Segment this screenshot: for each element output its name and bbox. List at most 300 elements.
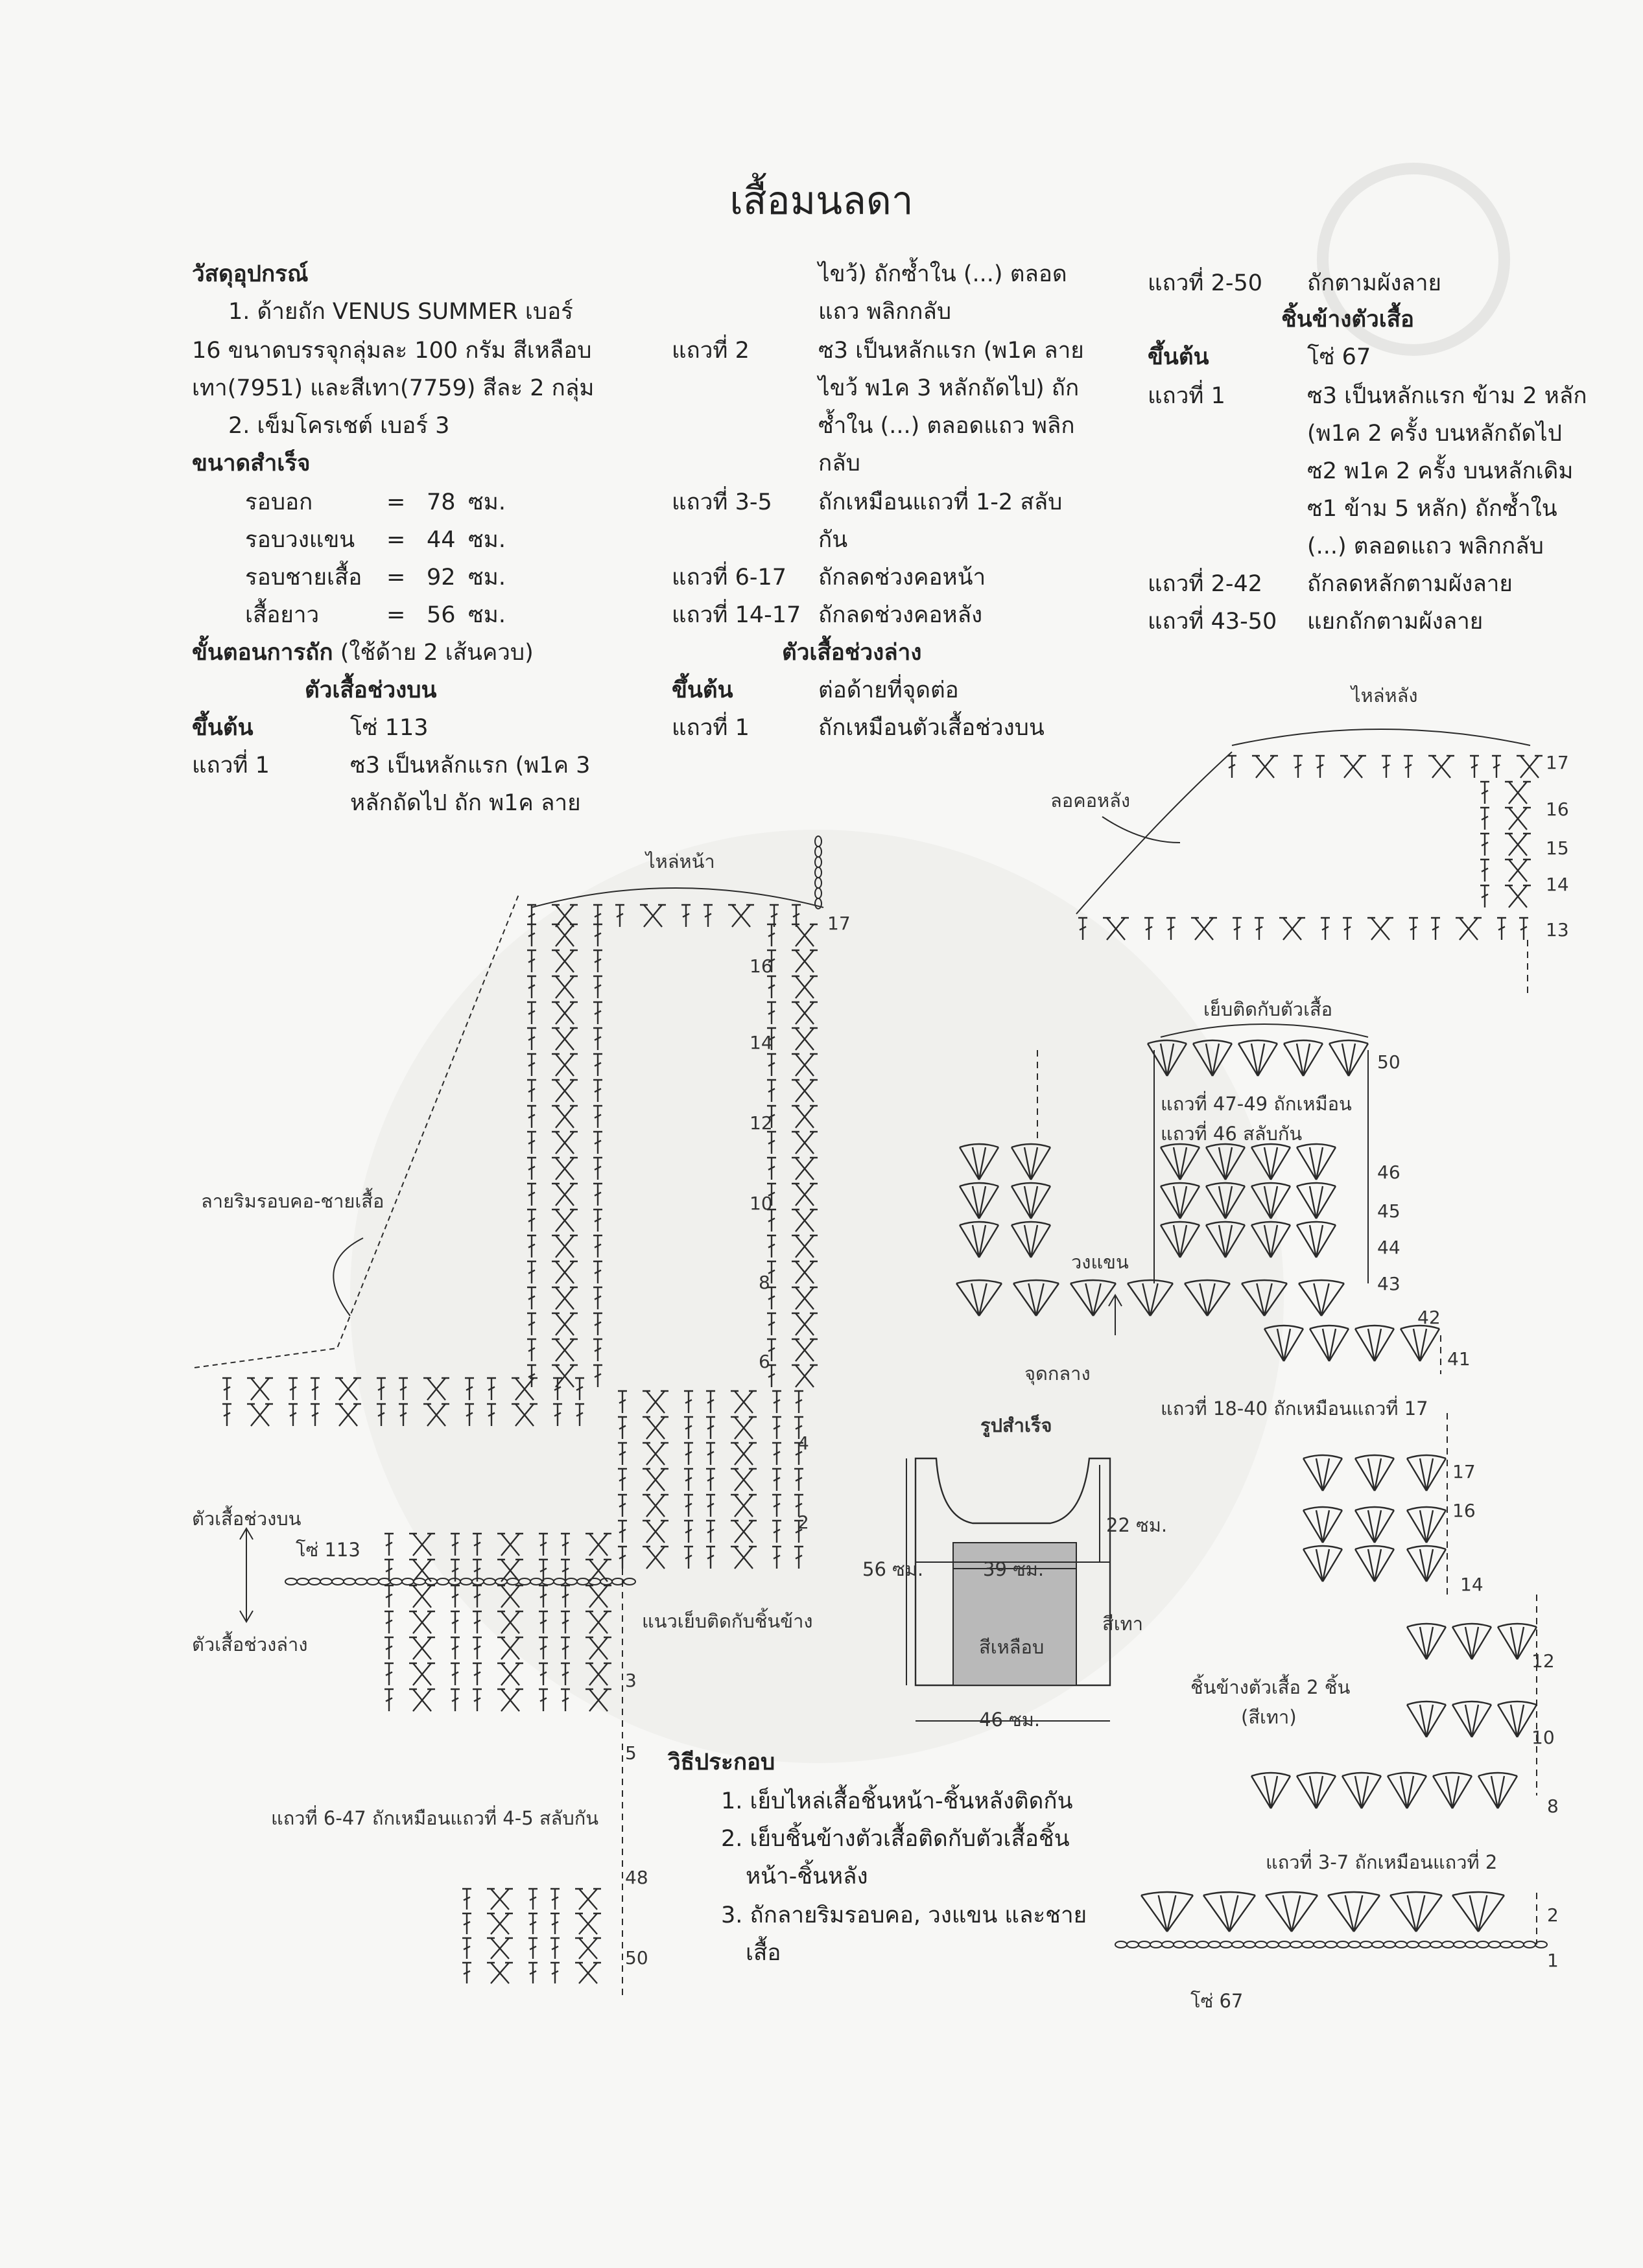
row-label: แถวที่ 1 <box>672 715 750 741</box>
dc-stitch <box>462 1938 471 1959</box>
side-color-label: สีเทา <box>1102 1613 1144 1635</box>
dc-stitch <box>1480 808 1489 830</box>
row-label: แถวที่ 43-50 <box>1148 609 1277 635</box>
size-eq: = <box>386 527 406 553</box>
rows-3-7-note: แถวที่ 3-7 ถักเหมือนแถวที่ 2 <box>1266 1851 1498 1873</box>
row-number: 4 <box>798 1432 809 1454</box>
armhole-label: วงแขน <box>1071 1251 1129 1273</box>
row-text: ซ้ำใน (...) ตลอดแถว พลิก <box>818 413 1075 439</box>
size-unit: ซม. <box>468 602 506 628</box>
v-stitch <box>1328 1892 1380 1932</box>
crossed-dc-stitch <box>1279 918 1305 940</box>
seam-label: แนวเย็บติดกับชิ้นข้าง <box>642 1610 813 1632</box>
dc-stitch <box>289 1378 298 1400</box>
dc-stitch <box>528 1938 538 1959</box>
size-eq: = <box>386 489 406 515</box>
dc-stitch <box>222 1404 231 1426</box>
start-text: ต่อด้ายที่จุดต่อ <box>818 677 959 703</box>
row-text: ถักลดหลักตามผังลาย <box>1307 571 1513 597</box>
dc-stitch <box>384 1585 394 1607</box>
crossed-dc-stitch <box>1456 918 1482 940</box>
size-eq: = <box>386 602 406 628</box>
v-stitch <box>1498 1624 1537 1659</box>
v-stitch <box>1238 1040 1277 1076</box>
dc-stitch <box>311 1404 320 1426</box>
chain-stitch <box>320 1578 332 1585</box>
row-number: 2 <box>798 1512 809 1533</box>
dc-stitch <box>550 1938 560 1959</box>
dc-stitch <box>550 1913 560 1934</box>
chain-stitch <box>1489 1941 1500 1948</box>
chain-stitch <box>1325 1941 1337 1948</box>
chain-stitch <box>1349 1941 1360 1948</box>
crossed-dc-stitch <box>1191 918 1217 940</box>
crossed-dc-stitch <box>409 1585 435 1607</box>
rows-47-49-note: แถวที่ 47-49 ถักเหมือน <box>1161 1093 1352 1115</box>
size-eq: = <box>386 565 406 590</box>
v-stitch <box>1303 1546 1342 1582</box>
v-stitch <box>1284 1040 1323 1076</box>
chain-stitch <box>285 1578 297 1585</box>
v-stitch <box>1203 1892 1255 1932</box>
row-number: 48 <box>625 1867 648 1888</box>
crossed-dc-stitch <box>335 1378 361 1400</box>
row-number: 41 <box>1447 1348 1471 1370</box>
chain-stitch <box>1290 1941 1302 1948</box>
chain-stitch <box>367 1578 379 1585</box>
row-number: 50 <box>1377 1051 1401 1073</box>
v-stitch <box>1342 1773 1381 1808</box>
size-label: เสื้อยาว <box>245 602 320 628</box>
crossed-dc-stitch <box>487 1963 513 1983</box>
row-text: ถักลดช่วงคอหลัง <box>818 602 983 628</box>
dc-stitch <box>222 1378 231 1400</box>
dc-stitch <box>462 1963 471 1983</box>
v-stitch <box>1297 1222 1336 1257</box>
row-number: 44 <box>1377 1237 1401 1258</box>
row-number: 10 <box>1531 1727 1555 1748</box>
row-text: ซ3 เป็นหลักแรก (พ1ค ลาย <box>818 338 1084 364</box>
size-unit: ซม. <box>468 489 506 515</box>
row-label: แถวที่ 1 <box>192 753 270 778</box>
size-unit: ซม. <box>468 565 506 590</box>
v-stitch <box>1498 1701 1537 1737</box>
chain-stitch <box>1185 1941 1197 1948</box>
chain-stitch <box>1150 1941 1162 1948</box>
row-text: ซ3 เป็นหลักแรก ข้าม 2 หลัก <box>1307 383 1587 409</box>
row-number: 1 <box>1547 1950 1559 1971</box>
row-number: 5 <box>625 1742 637 1764</box>
chain-stitch <box>1384 1941 1395 1948</box>
v-stitch <box>1401 1326 1439 1361</box>
row-label: แถวที่ 2 <box>672 338 750 364</box>
chain-stitch <box>1524 1941 1535 1948</box>
row-number: 3 <box>625 1670 637 1691</box>
chain-stitch <box>1430 1941 1442 1948</box>
row-text: หลักถัดไป ถัก พ1ค ลาย <box>350 790 581 816</box>
row-number: 17 <box>827 913 851 934</box>
back-neck-curve <box>1076 752 1232 914</box>
chain-stitch <box>1302 1941 1314 1948</box>
dc-stitch <box>550 1963 560 1983</box>
row-label: แถวที่ 2-42 <box>1148 571 1263 597</box>
dc-stitch <box>1480 834 1489 856</box>
chain-stitch <box>344 1578 355 1585</box>
dc-stitch <box>1480 885 1489 907</box>
dc-stitch <box>462 1889 471 1910</box>
watermark-shape <box>350 830 1284 1763</box>
v-stitch <box>1407 1546 1446 1582</box>
chain-stitch <box>1209 1941 1220 1948</box>
crossed-dc-stitch <box>575 1889 601 1910</box>
start-label: ขึ้นต้น <box>1148 344 1209 370</box>
size-label: รอบอก <box>245 489 313 515</box>
start-value: โซ่ 113 <box>350 715 429 741</box>
dim-56: 56 ซม. <box>862 1558 924 1580</box>
dc-stitch <box>528 1913 538 1934</box>
size-label: รอบชายเสื้อ <box>245 565 362 590</box>
row-text: แถว พลิกกลับ <box>818 299 952 325</box>
dc-stitch <box>384 1663 394 1685</box>
dc-stitch <box>289 1404 298 1426</box>
upper-lower-arrow <box>240 1528 253 1622</box>
chain-stitch <box>1454 1941 1465 1948</box>
dc-stitch <box>1480 859 1489 882</box>
dc-stitch <box>473 1637 482 1659</box>
row-number: 8 <box>1547 1795 1559 1817</box>
crossed-dc-stitch <box>1252 756 1278 778</box>
center-point-label: จุดกลาง <box>1024 1362 1091 1385</box>
chain-stitch <box>1314 1941 1325 1948</box>
start-label: ขึ้นต้น <box>672 677 733 703</box>
v-stitch <box>1141 1892 1193 1932</box>
dc-stitch <box>528 1963 538 1983</box>
center-color-label: สีเหลือบ <box>979 1636 1045 1658</box>
row-number: 16 <box>1452 1500 1476 1521</box>
dc-stitch <box>1227 756 1236 778</box>
v-stitch <box>1266 1892 1318 1932</box>
row-label: แถวที่ 14-17 <box>672 602 801 628</box>
v-stitch <box>1310 1326 1349 1361</box>
chain-stitch <box>1139 1941 1150 1948</box>
size-value: 78 <box>427 489 456 515</box>
v-stitch <box>1452 1624 1491 1659</box>
chain-stitch <box>1407 1941 1419 1948</box>
row-text: แยกถักตามผังลาย <box>1307 609 1483 635</box>
size-value: 44 <box>427 527 456 553</box>
chain-stitch <box>1360 1941 1372 1948</box>
dc-stitch <box>539 1689 548 1711</box>
crossed-dc-stitch <box>575 1913 601 1934</box>
chain-stitch <box>1255 1941 1267 1948</box>
assembly-step: 2. เย็บชิ้นข้างตัวเสื้อติดกับตัวเสื้อชิ้น <box>721 1826 1070 1852</box>
materials-line: 2. เข็มโครเชต์ เบอร์ 3 <box>228 413 450 439</box>
assembly-step: 3. ถักลายริมรอบคอ, วงแขน และชาย <box>721 1902 1087 1928</box>
assembly-heading: วิธีประกอบ <box>668 1749 775 1775</box>
row-text: กลับ <box>818 450 860 476</box>
side-piece-color: (สีเทา) <box>1241 1706 1297 1728</box>
dc-stitch <box>1166 918 1176 940</box>
chain-stitch <box>1419 1941 1430 1948</box>
materials-line: เทา(7951) และสีเทา(7759) สีละ 2 กลุ่ม <box>192 375 595 401</box>
row-number: 2 <box>1547 1904 1559 1926</box>
crossed-dc-stitch <box>247 1404 273 1426</box>
dc-stitch <box>1480 782 1489 804</box>
dc-stitch <box>384 1689 394 1711</box>
size-value: 92 <box>427 565 456 590</box>
crossed-dc-stitch <box>409 1689 435 1711</box>
crossed-dc-stitch <box>1505 885 1531 907</box>
upper-body-label: ตัวเสื้อช่วงบน <box>192 1508 301 1530</box>
assembly-step: หน้า-ชิ้นหลัง <box>746 1864 868 1889</box>
chain-stitch <box>297 1578 309 1585</box>
chain-stitch <box>355 1578 367 1585</box>
chain-stitch <box>1232 1941 1244 1948</box>
chain-stitch <box>1442 1941 1454 1948</box>
dc-stitch <box>1343 918 1352 940</box>
dc-stitch <box>1404 756 1413 778</box>
row-label: แถวที่ 6-17 <box>672 565 787 590</box>
dc-stitch <box>384 1637 394 1659</box>
v-stitch <box>1297 1144 1336 1180</box>
chain-stitch <box>1477 1941 1489 1948</box>
crossed-dc-stitch <box>1505 834 1531 856</box>
chain-stitch <box>1512 1941 1524 1948</box>
crossed-dc-stitch <box>497 1689 523 1711</box>
schematic-heading: รูปสำเร็จ <box>980 1414 1052 1436</box>
assembly-step: เสื้อ <box>746 1940 781 1966</box>
row-number: 12 <box>750 1112 773 1134</box>
rows-6-47-note: แถวที่ 6-47 ถักเหมือนแถวที่ 4-5 สลับกัน <box>271 1807 599 1829</box>
row-number: 14 <box>1546 874 1569 895</box>
back-neck-label: ลอคอหลัง <box>1050 789 1131 812</box>
crossed-dc-stitch <box>1505 808 1531 830</box>
lower-heading: ตัวเสื้อช่วงล่าง <box>782 640 922 666</box>
chain-stitch <box>390 1578 402 1585</box>
v-stitch <box>1297 1183 1336 1219</box>
row-number: 16 <box>1546 799 1569 820</box>
dc-stitch <box>1409 918 1418 940</box>
dc-stitch <box>473 1689 482 1711</box>
page-title: เสื้อมนลดา <box>729 178 914 224</box>
upper-heading: ตัวเสื้อช่วงบน <box>305 677 437 703</box>
dc-stitch <box>1233 918 1242 940</box>
chain-stitch <box>1174 1941 1185 1948</box>
steps-note: (ใช้ด้าย 2 เส้นควบ) <box>340 640 534 666</box>
size-value: 56 <box>427 602 456 628</box>
v-stitch <box>1355 1326 1394 1361</box>
shoulder-back-label: ไหล่หลัง <box>1351 684 1418 707</box>
row-number: 16 <box>750 955 773 977</box>
row-number: 46 <box>1377 1162 1401 1183</box>
chain-stitch <box>332 1578 344 1585</box>
chain-stitch <box>1395 1941 1407 1948</box>
v-stitch <box>1303 1507 1342 1543</box>
dc-stitch <box>384 1611 394 1633</box>
dc-stitch <box>550 1889 560 1910</box>
dim-46: 46 ซม. <box>979 1709 1041 1731</box>
shoulder-front-label: ไหล่หน้า <box>646 850 715 872</box>
dc-stitch <box>473 1663 482 1685</box>
dc-stitch <box>1431 918 1440 940</box>
v-stitch <box>1407 1507 1446 1543</box>
side-heading: ชิ้นข้างตัวเสื้อ <box>1281 307 1415 333</box>
dc-stitch <box>384 1534 394 1556</box>
dc-stitch <box>462 1913 471 1934</box>
row-number: 8 <box>759 1272 770 1293</box>
row-text: (...) ตลอดแถว พลิกกลับ <box>1307 533 1544 559</box>
size-unit: ซม. <box>468 527 506 553</box>
crossed-dc-stitch <box>409 1611 435 1633</box>
chain-stitch <box>1337 1941 1349 1948</box>
v-stitch <box>1433 1773 1472 1808</box>
row-label: แถวที่ 1 <box>1148 383 1225 409</box>
row-text: (พ1ค 2 ครั้ง บนหลักถัดไป <box>1307 421 1562 447</box>
crossed-dc-stitch <box>1340 756 1366 778</box>
row-number: 43 <box>1377 1273 1401 1294</box>
steps-heading: ขั้นตอนการถัก <box>192 640 333 666</box>
lower-body-label: ตัวเสื้อช่วงล่าง <box>192 1633 308 1655</box>
dc-stitch <box>451 1637 460 1659</box>
row-number: 15 <box>1546 837 1569 859</box>
materials-heading: วัสดุอุปกรณ์ <box>192 261 309 287</box>
crossed-dc-stitch <box>1367 918 1393 940</box>
v-stitch <box>1299 1280 1344 1316</box>
dc-stitch <box>1316 756 1325 778</box>
assembly-step: 1. เย็บไหล่เสื้อชิ้นหน้า-ชิ้นหลังติดกัน <box>721 1788 1073 1814</box>
chain-stitch <box>402 1578 414 1585</box>
row-text: ถักเหมือนตัวเสื้อช่วงบน <box>818 715 1045 741</box>
v-stitch <box>1452 1892 1504 1932</box>
start-value: โซ่ 67 <box>1307 344 1371 370</box>
v-stitch <box>1355 1455 1394 1491</box>
dc-stitch <box>451 1689 460 1711</box>
v-stitch <box>1388 1773 1426 1808</box>
edge-pattern-label: ลายริมรอบคอ-ชายเสื้อ <box>201 1190 384 1212</box>
v-stitch <box>1355 1507 1394 1543</box>
v-stitch <box>1355 1546 1394 1582</box>
crossed-dc-stitch <box>487 1913 513 1934</box>
v-stitch <box>1407 1701 1446 1737</box>
chain-stitch <box>437 1578 449 1585</box>
row-label: แถวที่ 3-5 <box>672 489 772 515</box>
rows-18-40-note: แถวที่ 18-40 ถักเหมือนแถวที่ 17 <box>1161 1397 1428 1420</box>
size-heading: ขนาดสำเร็จ <box>192 450 311 476</box>
row-text: ถักเหมือนแถวที่ 1-2 สลับ <box>818 489 1063 515</box>
row-number: 42 <box>1417 1307 1441 1328</box>
side-piece-label: ชิ้นข้างตัวเสื้อ 2 ชิ้น <box>1190 1676 1351 1698</box>
v-stitch <box>1407 1624 1446 1659</box>
row-number: 17 <box>1452 1461 1476 1482</box>
chain-stitch <box>1220 1941 1232 1948</box>
row-text: ซ2 พ1ค 2 ครั้ง บนหลักเดิม <box>1307 458 1574 484</box>
row-text: กัน <box>818 527 848 553</box>
dim-22: 22 ซม. <box>1106 1514 1168 1536</box>
v-stitch <box>1297 1773 1336 1808</box>
row-number: 14 <box>750 1032 773 1053</box>
dc-stitch <box>1470 756 1479 778</box>
row-text: ไขว้) ถักซ้ำใน (...) ตลอด <box>818 261 1067 287</box>
chain-stitch <box>1279 1941 1290 1948</box>
chain-stitch <box>309 1578 320 1585</box>
row-text: ซ1 ข้าม 5 หลัก) ถักซ้ำใน <box>1307 496 1557 522</box>
dc-stitch <box>1294 756 1303 778</box>
crossed-dc-stitch <box>247 1378 273 1400</box>
row-text: ถักลดช่วงคอหน้า <box>818 565 986 590</box>
row-text: ไขว้ พ1ค 3 หลักถัดไป) ถัก <box>818 375 1080 401</box>
chain-stitch <box>1197 1941 1209 1948</box>
chain-stitch <box>1267 1941 1279 1948</box>
dc-stitch <box>1382 756 1391 778</box>
crossed-dc-stitch <box>1505 859 1531 882</box>
crossed-dc-stitch <box>497 1663 523 1685</box>
row-number: 6 <box>759 1351 770 1372</box>
crossed-dc-stitch <box>1428 756 1454 778</box>
row-label: แถวที่ 2-50 <box>1148 270 1263 296</box>
chain-67-label: โซ่ 67 <box>1190 1990 1244 2012</box>
crossed-dc-stitch <box>575 1963 601 1983</box>
crossed-dc-stitch <box>409 1663 435 1685</box>
shoulder-back-bracket <box>1232 729 1530 745</box>
chain-stitch <box>1127 1941 1139 1948</box>
dc-stitch <box>1255 918 1264 940</box>
row-number: 17 <box>1546 752 1569 773</box>
chain-113-label: โซ่ 113 <box>296 1539 361 1561</box>
size-label: รอบวงแขน <box>245 527 355 553</box>
chain-stitch <box>1372 1941 1384 1948</box>
dc-stitch <box>451 1663 460 1685</box>
row-number: 50 <box>625 1947 648 1969</box>
dc-stitch <box>1497 918 1506 940</box>
chain-stitch <box>1115 1941 1127 1948</box>
crossed-dc-stitch <box>1505 782 1531 804</box>
v-stitch <box>1303 1455 1342 1491</box>
crossed-dc-stitch <box>335 1404 361 1426</box>
v-stitch <box>1407 1455 1446 1491</box>
crossed-dc-stitch <box>1517 756 1543 778</box>
dc-stitch <box>561 1689 570 1711</box>
dc-stitch <box>311 1378 320 1400</box>
row-number: 45 <box>1377 1200 1401 1222</box>
dim-39: 39 ซม. <box>983 1558 1045 1580</box>
sew-to-body-label: เย็บติดกับตัวเสื้อ <box>1203 998 1333 1020</box>
back-neck-leader <box>1102 817 1180 843</box>
materials-line: 16 ขนาดบรรจุกลุ่มละ 100 กรัม สีเหลือบ <box>192 338 592 364</box>
chain-stitch <box>1244 1941 1255 1948</box>
chain-stitch <box>414 1578 425 1585</box>
rows-47-49-note: แถวที่ 46 สลับกัน <box>1161 1123 1303 1145</box>
dc-stitch <box>528 1889 538 1910</box>
v-stitch <box>1452 1701 1491 1737</box>
row-number: 14 <box>1460 1574 1483 1595</box>
dc-stitch <box>1144 918 1153 940</box>
chain-stitch <box>1162 1941 1174 1948</box>
v-stitch <box>1390 1892 1442 1932</box>
row-text: ถักตามผังลาย <box>1307 270 1442 296</box>
row-number: 10 <box>750 1193 773 1214</box>
v-stitch <box>1329 1040 1368 1076</box>
materials-line: 1. ด้ายถัก VENUS SUMMER เบอร์ <box>228 299 573 325</box>
crossed-dc-stitch <box>487 1889 513 1910</box>
row-number: 12 <box>1531 1650 1555 1672</box>
start-label: ขึ้นต้น <box>192 715 254 741</box>
v-stitch <box>1251 1773 1290 1808</box>
steps-heading-line <box>192 634 534 672</box>
crossed-dc-stitch <box>409 1637 435 1659</box>
dc-stitch <box>451 1611 460 1633</box>
chain-stitch <box>1465 1941 1477 1948</box>
dc-stitch <box>1492 756 1501 778</box>
